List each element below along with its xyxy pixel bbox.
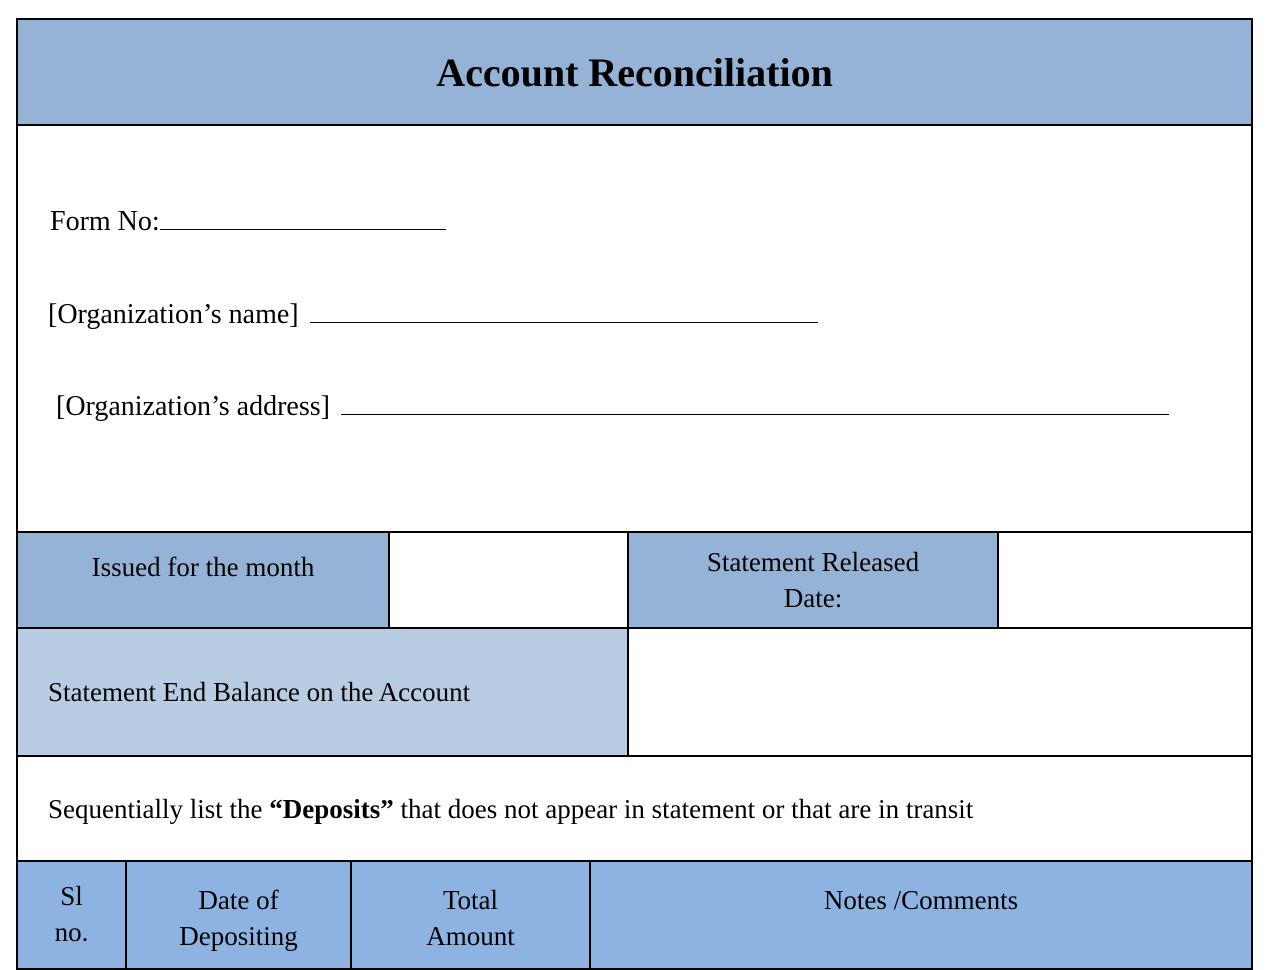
instruction-pre: Sequentially list the xyxy=(48,793,270,824)
deposits-instruction xyxy=(16,755,1253,862)
col-header-date: Date of Depositing xyxy=(125,860,352,970)
form-no-line xyxy=(160,228,446,230)
org-name-line xyxy=(310,321,818,323)
issued-month-value[interactable] xyxy=(388,531,629,629)
end-balance-value[interactable] xyxy=(627,627,1253,757)
form-title: Account Reconciliation xyxy=(16,18,1253,126)
form-info-section xyxy=(16,124,1253,533)
instruction-post: that does not appear in statement or that are in transit xyxy=(393,793,974,824)
instruction-bold: “Deposits” xyxy=(269,793,394,824)
form-no-field[interactable] xyxy=(50,206,446,238)
col-header-amount: Total Amount xyxy=(350,860,591,970)
org-name-label: [Organization’s name] xyxy=(48,299,299,330)
org-address-field[interactable] xyxy=(56,391,1169,423)
statement-released-label: Statement Released Date: xyxy=(627,531,999,629)
org-name-field[interactable] xyxy=(48,299,818,331)
col-header-sl-no: Sl no. xyxy=(16,860,127,970)
form-no-label: Form No: xyxy=(50,206,160,237)
issued-month-label: Issued for the month xyxy=(16,531,390,629)
col-header-notes: Notes /Comments xyxy=(589,860,1253,970)
end-balance-label: Statement End Balance on the Account xyxy=(16,627,629,757)
org-address-line xyxy=(341,413,1169,415)
statement-released-value[interactable] xyxy=(997,531,1253,629)
org-address-label: [Organization’s address] xyxy=(56,391,330,422)
